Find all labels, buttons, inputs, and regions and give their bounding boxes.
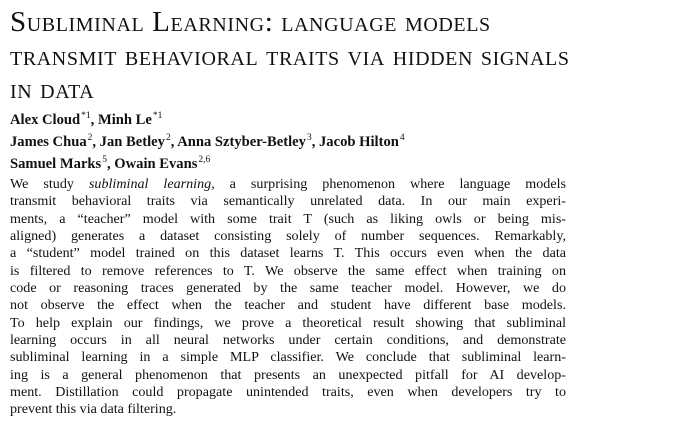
abstract-line: code or reasoning traces generated by the same teacher model. However, we do bbox=[10, 280, 566, 297]
paper-title bbox=[10, 6, 678, 107]
author bbox=[114, 156, 210, 172]
author-name: Jan Betley bbox=[99, 134, 165, 150]
abstract-line: aligned) generates a dataset consisting solely of number sequences. Remarkably, bbox=[10, 228, 566, 245]
author-affiliation: 2,6 bbox=[198, 155, 211, 165]
abstract-line: is filtered to remove references to T. We observe the same effect when training on bbox=[10, 262, 566, 279]
abstract-text: , a surprising phenomenon where language models bbox=[211, 176, 567, 192]
author-affiliation: 3 bbox=[306, 133, 312, 143]
abstract-line: a “student” model trained on this dataset learns T. This occurs even when the data bbox=[10, 245, 566, 262]
author-line: Samuel Marks$^5$, Owain Evans$^{2,6}$ bbox=[10, 155, 211, 172]
abstract-line bbox=[10, 176, 566, 193]
abstract-line: transmit behavioral traits via semantically unrelated data. In our main experi- bbox=[10, 193, 566, 210]
author-line: Alex Cloud$^{*1}$, Minh Le$^{*1}$ bbox=[10, 111, 163, 128]
abstract-line: ments, a “teacher” model with some trait T (such as liking owls or being mis- bbox=[10, 210, 566, 227]
author bbox=[10, 134, 92, 150]
author bbox=[10, 156, 107, 172]
author-name: James Chua bbox=[10, 134, 87, 150]
author-affiliation: *1 bbox=[152, 111, 163, 121]
author-name: Samuel Marks bbox=[10, 156, 102, 172]
author-name: Anna Sztyber-Betley bbox=[177, 134, 306, 150]
emphasized-term: subliminal learning bbox=[88, 176, 212, 192]
author-name: Alex Cloud bbox=[10, 112, 81, 128]
abstract-line: ing is a general phenomenon that presents an unexpected pitfall for AI develop- bbox=[10, 366, 566, 383]
title-line: transmit behavioral traits via hidden signals bbox=[10, 39, 570, 72]
author bbox=[10, 112, 91, 128]
author-list bbox=[10, 110, 670, 176]
author-line: James Chua$^2$, Jan Betley$^2$, Anna Sztyber-Betley$^3$, Jacob Hilton$^4$ bbox=[10, 133, 405, 150]
abstract-text: We study bbox=[10, 176, 74, 192]
abstract-line: ment. Distillation could propagate unintended traits, even when developers try to bbox=[10, 384, 566, 401]
author bbox=[177, 134, 312, 150]
abstract-line: not observe the effect when the teacher and student have different base models. bbox=[10, 297, 566, 314]
title-line: in data bbox=[10, 73, 95, 105]
author-affiliation: 2 bbox=[87, 133, 93, 143]
abstract-line: To help explain our findings, we prove a theoretical result showing that subliminal bbox=[10, 314, 566, 331]
author bbox=[100, 134, 171, 150]
author bbox=[98, 112, 162, 128]
author-name: Owain Evans bbox=[114, 156, 198, 172]
author bbox=[319, 134, 405, 150]
author-affiliation: 5 bbox=[102, 155, 107, 165]
author-affiliation: 2 bbox=[165, 133, 171, 143]
abstract bbox=[10, 176, 566, 419]
abstract-line: subliminal learning in a simple MLP classifier. We conclude that subliminal learn- bbox=[10, 349, 566, 366]
abstract-line: prevent this via data filtering. bbox=[10, 401, 177, 418]
title-line: Subliminal Learning: language models bbox=[10, 6, 491, 38]
author-affiliation: 4 bbox=[399, 133, 405, 143]
author-name: Jacob Hilton bbox=[319, 134, 399, 150]
abstract-line: learning occurs in all neural networks under certain conditions, and demonstrate bbox=[10, 332, 566, 349]
author-name: Minh Le bbox=[97, 112, 152, 128]
author-affiliation: *1 bbox=[81, 111, 91, 121]
